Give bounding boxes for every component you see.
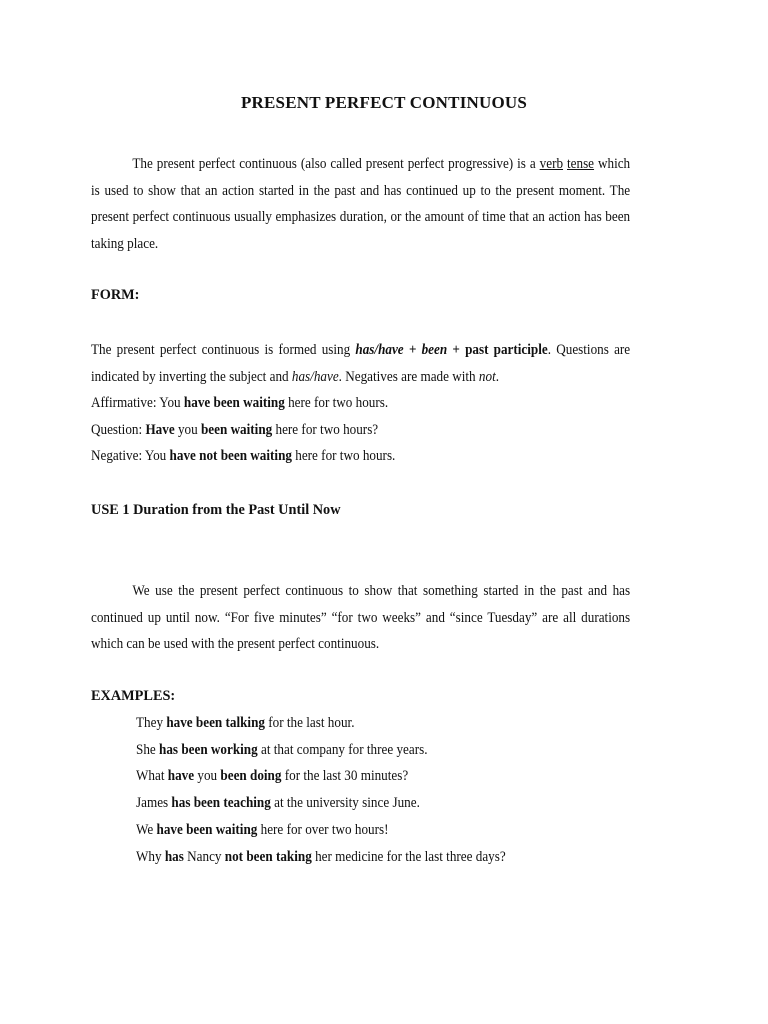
question-example: Question: Have you been waiting here for two hours?	[91, 422, 379, 438]
example-item: What have you been doing for the last 30 minutes?	[136, 768, 409, 784]
affirmative-example: Affirmative: You have been waiting here for two hours.	[91, 395, 389, 411]
tense-link[interactable]: tense	[566, 156, 595, 172]
intro-paragraph: The present perfect continuous (also called present perfect progressive) is a verb tense which is used to show that an action started in the past and has continued up to the present moment. The present perfect continuous usually emphasizes duration, or the amount of time that an action has been taking place.	[91, 156, 631, 252]
example-item: They have been talking for the last hour.	[136, 715, 355, 731]
examples-heading: EXAMPLES:	[91, 688, 176, 704]
form-paragraph: The present perfect continuous is formed using has/have + been + past participle. Questions are indicated by inverting the subject and has/have. Negatives are made with not.	[91, 342, 631, 385]
page-title: PRESENT PERFECT CONTINUOUS	[240, 93, 528, 112]
example-item: James has been teaching at the university since June.	[136, 795, 420, 811]
form-heading: FORM:	[91, 287, 140, 303]
example-item: We have been waiting here for over two hours!	[136, 822, 389, 838]
verb-link[interactable]: verb	[539, 156, 564, 172]
use1-heading: USE 1 Duration from the Past Until Now	[91, 502, 341, 518]
use1-paragraph: We use the present perfect continuous to show that something started in the past and has continued up until now. “For five minutes” “for two weeks” and “since Tuesday” are all durations which can be used with the present perfect continuous.	[91, 583, 631, 652]
example-item: Why has Nancy not been taking her medicine for the last three days?	[136, 849, 506, 865]
example-item: She has been working at that company for three years.	[136, 742, 428, 758]
negative-example: Negative: You have not been waiting here for two hours.	[91, 448, 396, 464]
